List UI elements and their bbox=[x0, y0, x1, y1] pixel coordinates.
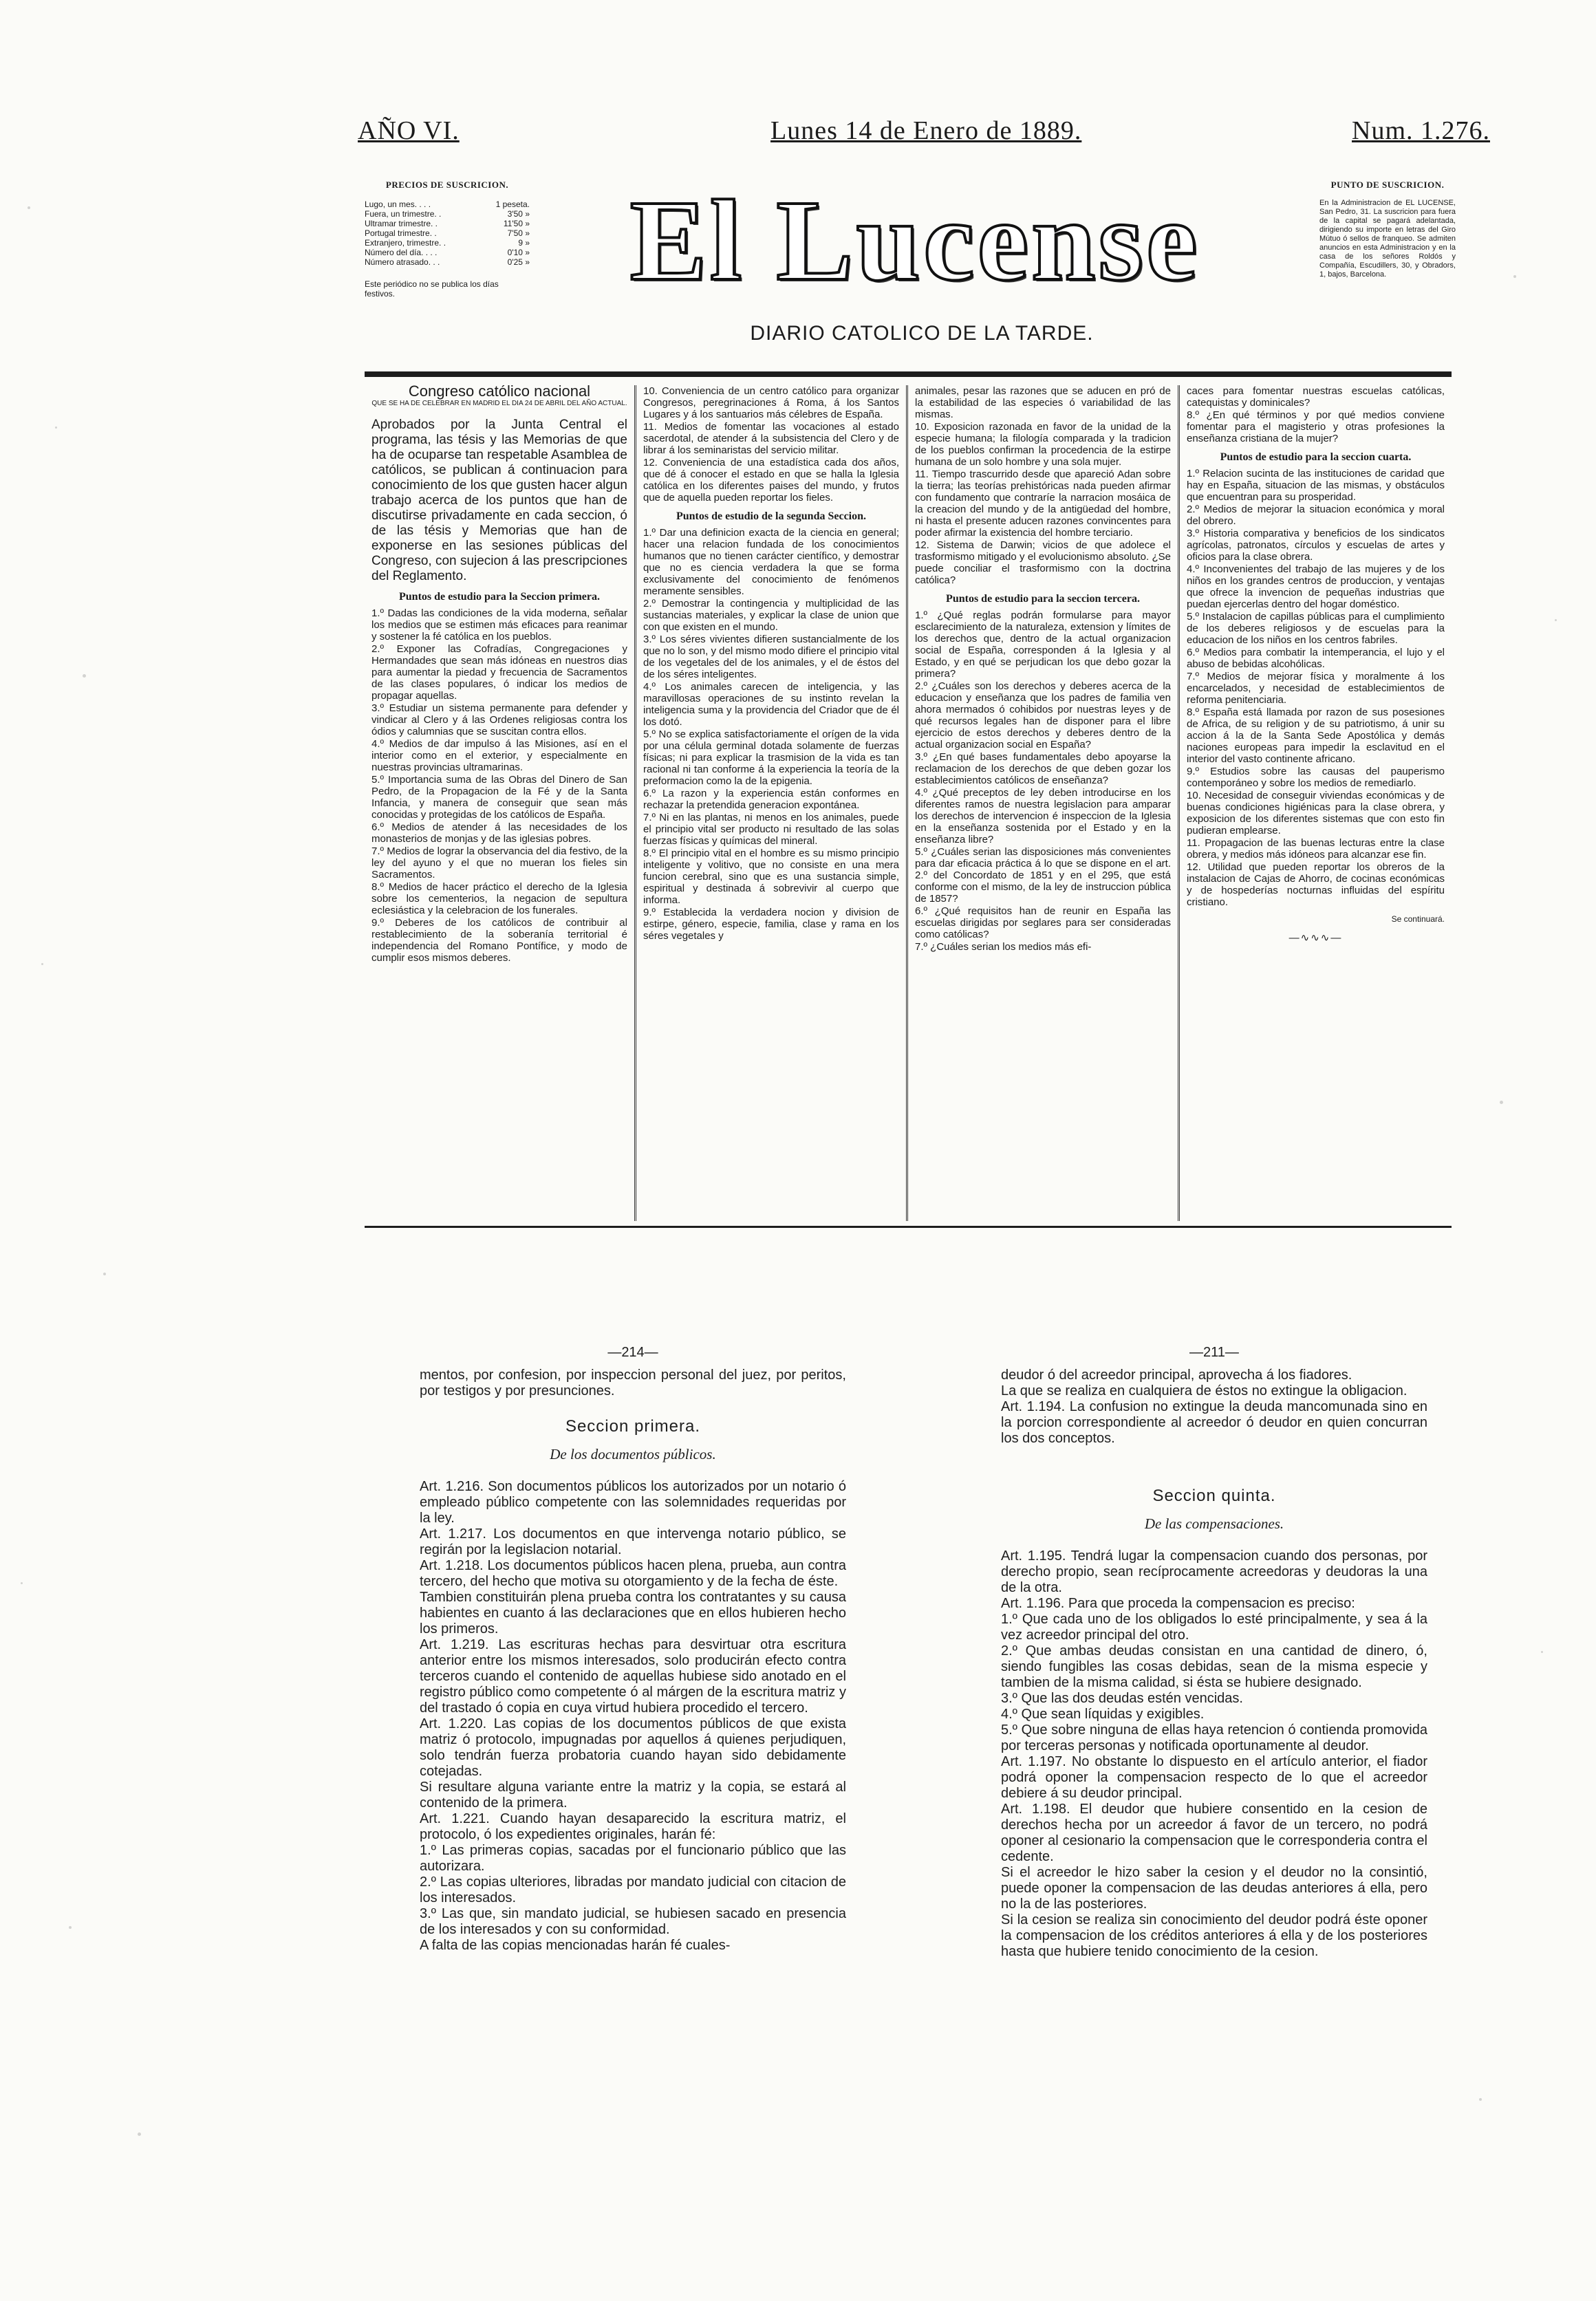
price-row bbox=[365, 228, 530, 238]
price-value: 0'25 » bbox=[507, 257, 530, 267]
paragraph: 3.º Que las dos deudas estén vencidas. bbox=[1001, 1691, 1243, 1706]
price-row bbox=[365, 257, 530, 267]
year-label: AÑO VI. bbox=[358, 116, 460, 145]
list-item: 6.º Medios para combatir la intemperancia, el lujo y el abuso de bebidas alcohólicas. bbox=[1187, 647, 1445, 670]
paragraph: 3.º Las que, sin mandato judicial, se hubiesen sacado en presencia de los interesados y con su conformidad. bbox=[420, 1906, 846, 1937]
paragraph: 1.º Que cada uno de los obligados lo esté principalmente, y sea á la vez acreedor principal del otro. bbox=[1001, 1612, 1427, 1643]
issue-number: Num. 1.276. bbox=[1352, 116, 1490, 145]
list-item: 8.º Medios de hacer práctico el derecho de la Iglesia sobre los cementerios, la negacion de sepultura eclesiástica y la celebracion de los funerales. bbox=[371, 881, 627, 916]
prices-note: Este periódico no se publica los días festivos. bbox=[365, 279, 499, 299]
subscription-point-text: En la Administracion de EL LUCENSE, San Pedro, 31. La suscricion para fuera de la capital se pagará adelantada, dirigiendo su importe en letras del Giro Mútuo ó sellos de franqueo. Se admiten anuncios en esta Administracion y en la casa de los señores Roldós y Compañía, Escudillers, 30, y Obradors, 1, bajos, Barcelona. bbox=[1319, 199, 1456, 279]
paragraph: Si el acreedor le hizo saber la cesion y el deudor no la consintió, puede oponer la compensacion de las deudas anteriores á ella, pero no la de las posteriores. bbox=[1001, 1865, 1427, 1912]
continuation-note: Se continuará. bbox=[1391, 914, 1445, 924]
list-item: 4.º ¿Qué preceptos de ley deben introducirse en los diferentes ramos de nuestra legislacion para amparar los derechos de intervencion é inspeccion de la Iglesia en la enseñanza sostenida por el Estado y en la enseñanza libre? bbox=[915, 787, 1171, 845]
list-item: 8.º El principio vital en el hombre es su mismo principio inteligente y volitivo, que no consiste en una mera funcion cerebral, sino que es una sustancia simple, espiritual y destinada á sobrevivir al cuerpo que informa. bbox=[643, 847, 899, 906]
price-label: Número del día. . . . bbox=[365, 248, 438, 257]
list-item: 11. Tiempo trascurrido desde que apareció Adan sobre la tierra; las teorías prehistóricas nada pueden afirmar con fundamento que contraríe la narracion mosáica de la creacion del mundo y de la antigüedad del hombre, ni hasta el presente aducen razones convincentes para poder afirmar la existencia del hombre terciario. bbox=[915, 468, 1171, 539]
price-label: Extranjero, trimestre. . bbox=[365, 238, 446, 248]
list-item: 1.º ¿Qué reglas podrán formularse para mayor esclarecimiento de la naturaleza, extension y límites de los derechos que, dentro de la actual organizacion social de España, corresponden á la Iglesia y al Estado, y en qué se perjudican los que debo gozar la primera? bbox=[915, 609, 1171, 680]
list-item: 10. Necesidad de conseguir viviendas económicas y de buenas condiciones higiénicas para la clase obrera, y exposicion de los diferentes sistemas que con esto fin pudieran emplearse. bbox=[1187, 790, 1445, 836]
article-intro: Aprobados por la Junta Central el programa, las tésis y las Memorias de que ha de ocuparse tan respetable Asamblea de católicos, se publican á continuacion para conocimiento de los que gusten hacer algun trabajo acerca de los puntos que han de discutirse privadamente en cada seccion, ó de las tésis y Memorias que han de exponerse en las sesiones públicas del Congreso, con sujecion á las prescripciones del Reglamento. bbox=[371, 418, 627, 583]
paragraph: Art. 1.194. La confusion no extingue la deuda mancomunada sino en la porcion correspondiente al acreedor ó deudor en quien concurran los dos conceptos. bbox=[1001, 1399, 1427, 1446]
paragraph: Si resultare alguna variante entre la matriz y la copia, se estará al contenido de la primera. bbox=[420, 1780, 846, 1811]
paragraph: Art. 1.198. El deudor que hubiere consentido en la cesion de derechos hecha por un acreedor á favor de un tercero, no podrá oponer al cesionario la compensacion que le corresponderia contra el cedente. bbox=[1001, 1802, 1427, 1864]
list-item: 2.º Demostrar la contingencia y multiplicidad de las sustancias materiales, y explicar la clase de union que con que existen en el mundo. bbox=[643, 598, 899, 633]
list-item: 4.º Los animales carecen de inteligencia, y las maravillosas operaciones de su instinto revelan la inteligencia suma y la providencia del Criador que de él los dotó. bbox=[643, 681, 899, 728]
paragraph: Si la cesion se realiza sin conocimiento del deudor podrá éste oponer la compensacion de los créditos anteriores á ella y de los posteriores hasta que hubiere tenido conocimiento de la cesion. bbox=[1001, 1912, 1427, 1959]
price-label: Ultramar trimestre. . bbox=[365, 219, 438, 228]
list-item: 12. Sistema de Darwin; vicios de que adolece el trasformismo mitigado y el evolucionismo absoluto. ¿Se puede conciliar el trasformismo con la doctrina católica? bbox=[915, 539, 1171, 586]
paragraph: 2.º Las copias ulteriores, libradas por mandato judicial con citacion de los interesados. bbox=[420, 1875, 846, 1905]
paragraph: Tambien constituirán plena prueba contra los contratantes y su causa habientes en cuanto á las declaraciones que en ellos hubieren hecho los primeros. bbox=[420, 1590, 846, 1636]
list-item: 1.º Relacion sucinta de las instituciones de caridad que hay en España, situacion de las mismas, y obstáculos que encuentran para su prosperidad. bbox=[1187, 468, 1445, 503]
paragraph: Art. 1.216. Son documentos públicos los autorizados por un notario ó empleado público competente con las solemnidades requeridas por la ley. bbox=[420, 1479, 846, 1526]
article-subheading: QUE SE HA DE CELEBRAR EN MADRID EL DIA 24 DE ABRIL DEL AÑO ACTUAL. bbox=[371, 400, 627, 407]
list-item: caces para fomentar nuestras escuelas católicas, catequistas y dominicales? bbox=[1187, 385, 1445, 409]
list-item: 7.º Medios de lograr la observancia del dia festivo, de la ley del ayuno y el que no mueran los fieles sin Sacramentos. bbox=[371, 845, 627, 881]
list-item: 7.º ¿Cuáles serian los medios más efi- bbox=[915, 941, 1092, 953]
subscription-prices bbox=[365, 180, 530, 299]
paragraph: Art. 1.195. Tendrá lugar la compensacion cuando dos personas, por derecho propio, sean recíprocamente acreedoras y deudoras la una de la otra. bbox=[1001, 1548, 1427, 1595]
column-4 bbox=[1180, 385, 1452, 1221]
masthead-title-box bbox=[550, 177, 1280, 305]
price-value: 9 » bbox=[518, 238, 530, 248]
paragraph: Art. 1.217. Los documentos en que intervenga notario público, se regirán por la legislacion notarial. bbox=[420, 1526, 846, 1557]
list-item: 6.º La razon y la experiencia están conformes en rechazar la pretendida generacion expontánea. bbox=[643, 788, 899, 811]
subscription-point bbox=[1319, 180, 1456, 279]
list-item: 3.º Estudiar un sistema permanente para defender y vindicar al Clero y á las Ordenes religiosas contra los ódios y calumnias que se suscitan contra ellos. bbox=[371, 702, 627, 737]
list-item: 5.º No se explica satisfactoriamente el orígen de la vida por una célula germinal dotada solamente de fuerzas físicas; ni para explicar la trasmision de la vida es tan racional ni tan conforme á la experiencia la teoría de la preformacion como la de la epigenia. bbox=[643, 728, 899, 787]
article-heading: Congreso católico nacional bbox=[408, 385, 591, 400]
price-value: 0'10 » bbox=[507, 248, 530, 257]
list-item: 1.º Dar una definicion exacta de la ciencia en general; hacer una relacion fundada de los conocimientos humanos que no tienen carácter científico, y demostrar que no es ciencia verdadera la que se forma exclusivamente del conocimiento de fenómenos meramente sensibles. bbox=[643, 527, 899, 597]
paragraph: 1.º Las primeras copias, sacadas por el funcionario público que las autorizara. bbox=[420, 1843, 846, 1874]
price-value: 1 peseta. bbox=[495, 199, 530, 209]
column-3 bbox=[908, 385, 1180, 1221]
list-item: 1.º Dadas las condiciones de la vida moderna, señalar los medios que se estimen más eficaces para reanimar y sostener la fé católica en los pueblos. bbox=[371, 607, 627, 642]
list-item: 5.º ¿Cuáles serian las disposiciones más convenientes para dar eficacia práctica á lo que se dispone en el art. 2.º del Concordato de 1851 y en el 295, que está conforme con el mismo, de la ley de instruccion pública de 1857? bbox=[915, 846, 1171, 905]
list-item: 8.º España está llamada por razon de sus posesiones de Africa, de su religion y de su patriotismo, á unir su accion á la de la Santa Sede Apostólica y demás naciones europeas para impedir la esclavitud en el interior del vasto continente africano. bbox=[1187, 706, 1445, 765]
section-heading: Seccion quinta. bbox=[1152, 1487, 1276, 1505]
list-item: 12. Utilidad que pueden reportar los obreros de la instalacion de Cajas de Ahorro, de cocinas económicas y de hospederías nocturnas influidas del espíritu cristiano. bbox=[1187, 861, 1445, 908]
price-row bbox=[365, 219, 530, 228]
list-item: 9.º Establecida la verdadera nocion y division de estirpe, género, especie, familia, clase y rama en los séres vegetales y bbox=[643, 907, 899, 942]
list-item: 11. Medios de fomentar las vocaciones al estado sacerdotal, de atender á la subsistencia del Clero y de librar á los seminaristas del servicio militar. bbox=[643, 421, 899, 456]
paragraph: Art. 1.220. Las copias de los documentos públicos de que exista matriz ó protocolo, impugnadas por aquellos á quienes perjudiquen, solo tendrán fuerza probatoria cuando hayan sido debidamente cotejadas. bbox=[420, 1716, 846, 1779]
list-item: 9.º Estudios sobre las causas del pauperismo contemporáneo y sobre los medios de remediarlo. bbox=[1187, 766, 1445, 789]
subsection-heading: De los documentos públicos. bbox=[550, 1446, 716, 1462]
list-item: 10. Exposicion razonada en favor de la unidad de la especie humana; la filología comparada y la tradicion de los pueblos confirman la procedencia de la estirpe humana de un solo hombre y una sola mujer. bbox=[915, 421, 1171, 468]
article-columns bbox=[365, 385, 1452, 1221]
column-2 bbox=[636, 385, 908, 1221]
paragraph: A falta de las copias mencionadas harán fé cuales- bbox=[420, 1938, 731, 1953]
column-1 bbox=[365, 385, 636, 1221]
paragraph: Art. 1.221. Cuando hayan desaparecido la escritura matriz, el protocolo, ó los expedientes originales, harán fé: bbox=[420, 1811, 846, 1842]
price-label: Número atrasado. . . bbox=[365, 257, 440, 267]
paragraph: Art. 1.218. Los documentos públicos hacen plena, prueba, aun contra tercero, del hecho que motiva su otorgamiento y de la fecha de éste. bbox=[420, 1558, 846, 1589]
list-item: 5.º Importancia suma de las Obras del Dinero de San Pedro, de la Propagacion de la Fé y de la Santa Infancia, y manera de conseguir que sean más conocidas y protegidas de los católicos de España. bbox=[371, 774, 627, 821]
paragraph: 4.º Que sean líquidas y exigibles. bbox=[1001, 1707, 1205, 1722]
list-item: animales, pesar las razones que se aducen en pró de la estabilidad de las especies ó variabilidad de las mismas. bbox=[915, 385, 1171, 420]
paragraph: Art. 1.219. Las escrituras hechas para desvirtuar otra escritura anterior entre los mismos interesados, solo producirán efecto contra terceros cuando el contenido de aquellas hubiese sido anotado en el registro público como competente ó al márgen de la escritura matriz y del trastado ó copia en cuya virtud hubiera procedido el tercero. bbox=[420, 1637, 846, 1716]
list-item: 4.º Medios de dar impulso á las Misiones, así en el interior como en el exterior, y especialmente en nuestras provincias ultramarinas. bbox=[371, 738, 627, 773]
section-title: Puntos de estudio para la seccion tercera. bbox=[946, 593, 1140, 605]
list-item: 10. Conveniencia de un centro católico para organizar Congresos, peregrinaciones á Roma, á los Santos Lugares y á los santuarios más célebres de España. bbox=[643, 385, 899, 420]
list-item: 3.º ¿En qué bases fundamentales debo apoyarse la reclamacion de los derechos de que deben gozar los establecimientos católicos de enseñanza? bbox=[915, 751, 1171, 786]
paragraph: mentos, por confesion, por inspeccion personal del juez, por peritos, por testigos y por presunciones. bbox=[420, 1368, 846, 1398]
newspaper-title: El Lucense bbox=[629, 177, 1200, 305]
list-item: 5.º Instalacion de capillas públicas para el cumplimiento de los deberes religiosos y de escuelas para la educacion de los niños en los centros fabriles. bbox=[1187, 611, 1445, 646]
price-label: Fuera, un trimestre. . bbox=[365, 209, 442, 219]
page-number: —214— bbox=[607, 1345, 658, 1360]
paragraph: Art. 1.196. Para que proceda la compensacion es preciso: bbox=[1001, 1596, 1355, 1611]
columns-bottom-rule bbox=[365, 1226, 1452, 1228]
section-title: Puntos de estudio para la Seccion primera. bbox=[399, 591, 600, 603]
price-label: Portugal trimestre. . bbox=[365, 228, 437, 238]
price-row bbox=[365, 199, 530, 209]
issue-date: Lunes 14 de Enero de 1889. bbox=[770, 116, 1082, 145]
price-value: 11'50 » bbox=[503, 219, 530, 228]
paragraph: Art. 1.197. No obstante lo dispuesto en el artículo anterior, el fiador podrá oponer la compensacion respecto de lo que el acreedor debiere á su deudor principal. bbox=[1001, 1754, 1427, 1801]
prices-title: PRECIOS DE SUSCRICION. bbox=[385, 180, 509, 190]
paragraph: deudor ó del acreedor principal, aprovecha á los fiadores. bbox=[1001, 1368, 1352, 1383]
masthead-rule bbox=[365, 371, 1452, 377]
page-number: —211— bbox=[1189, 1345, 1239, 1360]
list-item: 7.º Ni en las plantas, ni menos en los animales, puede el principio vital ser producto ni resultado de las solas fuerzas físicas y químicas del mineral. bbox=[643, 812, 899, 847]
list-item: 8.º ¿En qué términos y por qué medios conviene fomentar para el magisterio y otras profesiones la enseñanza cristiana de la mujer? bbox=[1187, 409, 1445, 444]
list-item: 2.º Exponer las Cofradías, Congregaciones y Hermandades que sean más idóneas en nuestros dias para aumentar la piedad y frecuencia de Sacramentos de las clases populares, ó indicar los medios de propagar aquellas. bbox=[371, 643, 627, 702]
ornament-divider: —∿∿∿— bbox=[1288, 932, 1343, 944]
list-item: 6.º ¿Qué requisitos han de reunir en España las escuelas dirigidas por seglares para ser consideradas como católicas? bbox=[915, 905, 1171, 940]
paragraph: 2.º Que ambas deudas consistan en una cantidad de dinero, ó, siendo fungibles las cosas debidas, sean de la misma especie y tambien de la misma calidad, si ésta se hubiere designado. bbox=[1001, 1643, 1427, 1690]
newspaper-subtitle: DIARIO CATOLICO DE LA TARDE. bbox=[750, 322, 1094, 345]
list-item: 9.º Deberes de los católicos de contribuir al restablecimiento de la soberanía territorial é independencia del Romano Pontífice, y modo de cumplir esos mismos deberes. bbox=[371, 917, 627, 964]
subsection-heading: De las compensaciones. bbox=[1144, 1515, 1284, 1532]
section-title: Puntos de estudio para la seccion cuarta. bbox=[1220, 451, 1412, 463]
prices-table bbox=[365, 199, 530, 267]
list-item: 7.º Medios de mejorar física y moralmente á los encarcelados, y necesidad de establecimientos de reforma penitenciaria. bbox=[1187, 671, 1445, 706]
paragraph: 5.º Que sobre ninguna de ellas haya retencion ó contienda promovida por terceras personas y notificada oportunamente al deudor. bbox=[1001, 1722, 1427, 1753]
list-item: 2.º Medios de mejorar la situacion económica y moral del obrero. bbox=[1187, 504, 1445, 527]
list-item: 3.º Los séres vivientes difieren sustancialmente de los que no lo son, y del mismo modo difiere el principio vital de los vegetales del de los animales, y el de éstos del de los séres inteligentes. bbox=[643, 634, 899, 680]
list-item: 2.º ¿Cuáles son los derechos y deberes acerca de la educacion y enseñanza que los padres de familia ven ahora mermados ó cohibidos por nuestras leyes y de qué recursos legales han de disponer para el libre ejercicio de estos derechos y deberes dentro de la actual organizacion social en España? bbox=[915, 680, 1171, 750]
list-item: 6.º Medios de atender á las necesidades de los monasterios de monjas y de las iglesias pobres. bbox=[371, 821, 627, 845]
paragraph: La que se realiza en cualquiera de éstos no extingue la obligacion. bbox=[1001, 1383, 1408, 1398]
price-row bbox=[365, 238, 530, 248]
list-item: 12. Conveniencia de una estadística cada dos años, que dé á conocer el estado en que se halla la Iglesia católica en los diferentes paises del mundo, y frutos que de aquella pueden reportar los fieles. bbox=[643, 457, 899, 504]
price-label: Lugo, un mes. . . . bbox=[365, 199, 431, 209]
list-item: 11. Propagacion de las buenas lecturas entre la clase obrera, y medios más idóneos para alcanzar ese fin. bbox=[1187, 837, 1445, 861]
list-item: 4.º Inconvenientes del trabajo de las mujeres y de los niños en los grandes centros de produccion, y ventajas que ofrece la invencion de pequeñas industrias que puedan ejercerlas dentro del hogar doméstico. bbox=[1187, 563, 1445, 610]
subscription-point-title: PUNTO DE SUSCRICION. bbox=[1330, 180, 1445, 190]
legal-page-left bbox=[420, 1345, 846, 1954]
section-heading: Seccion primera. bbox=[565, 1417, 701, 1436]
price-row bbox=[365, 248, 530, 257]
list-item: 3.º Historia comparativa y beneficios de los sindicatos agrícolas, patronatos, círculos y escuelas de artes y oficios para la clase obrera. bbox=[1187, 528, 1445, 563]
price-row bbox=[365, 209, 530, 219]
price-value: 7'50 » bbox=[507, 228, 530, 238]
price-value: 3'50 » bbox=[507, 209, 530, 219]
legal-page-right bbox=[1001, 1345, 1427, 1960]
section-title: Puntos de estudio de la segunda Seccion. bbox=[676, 510, 867, 522]
